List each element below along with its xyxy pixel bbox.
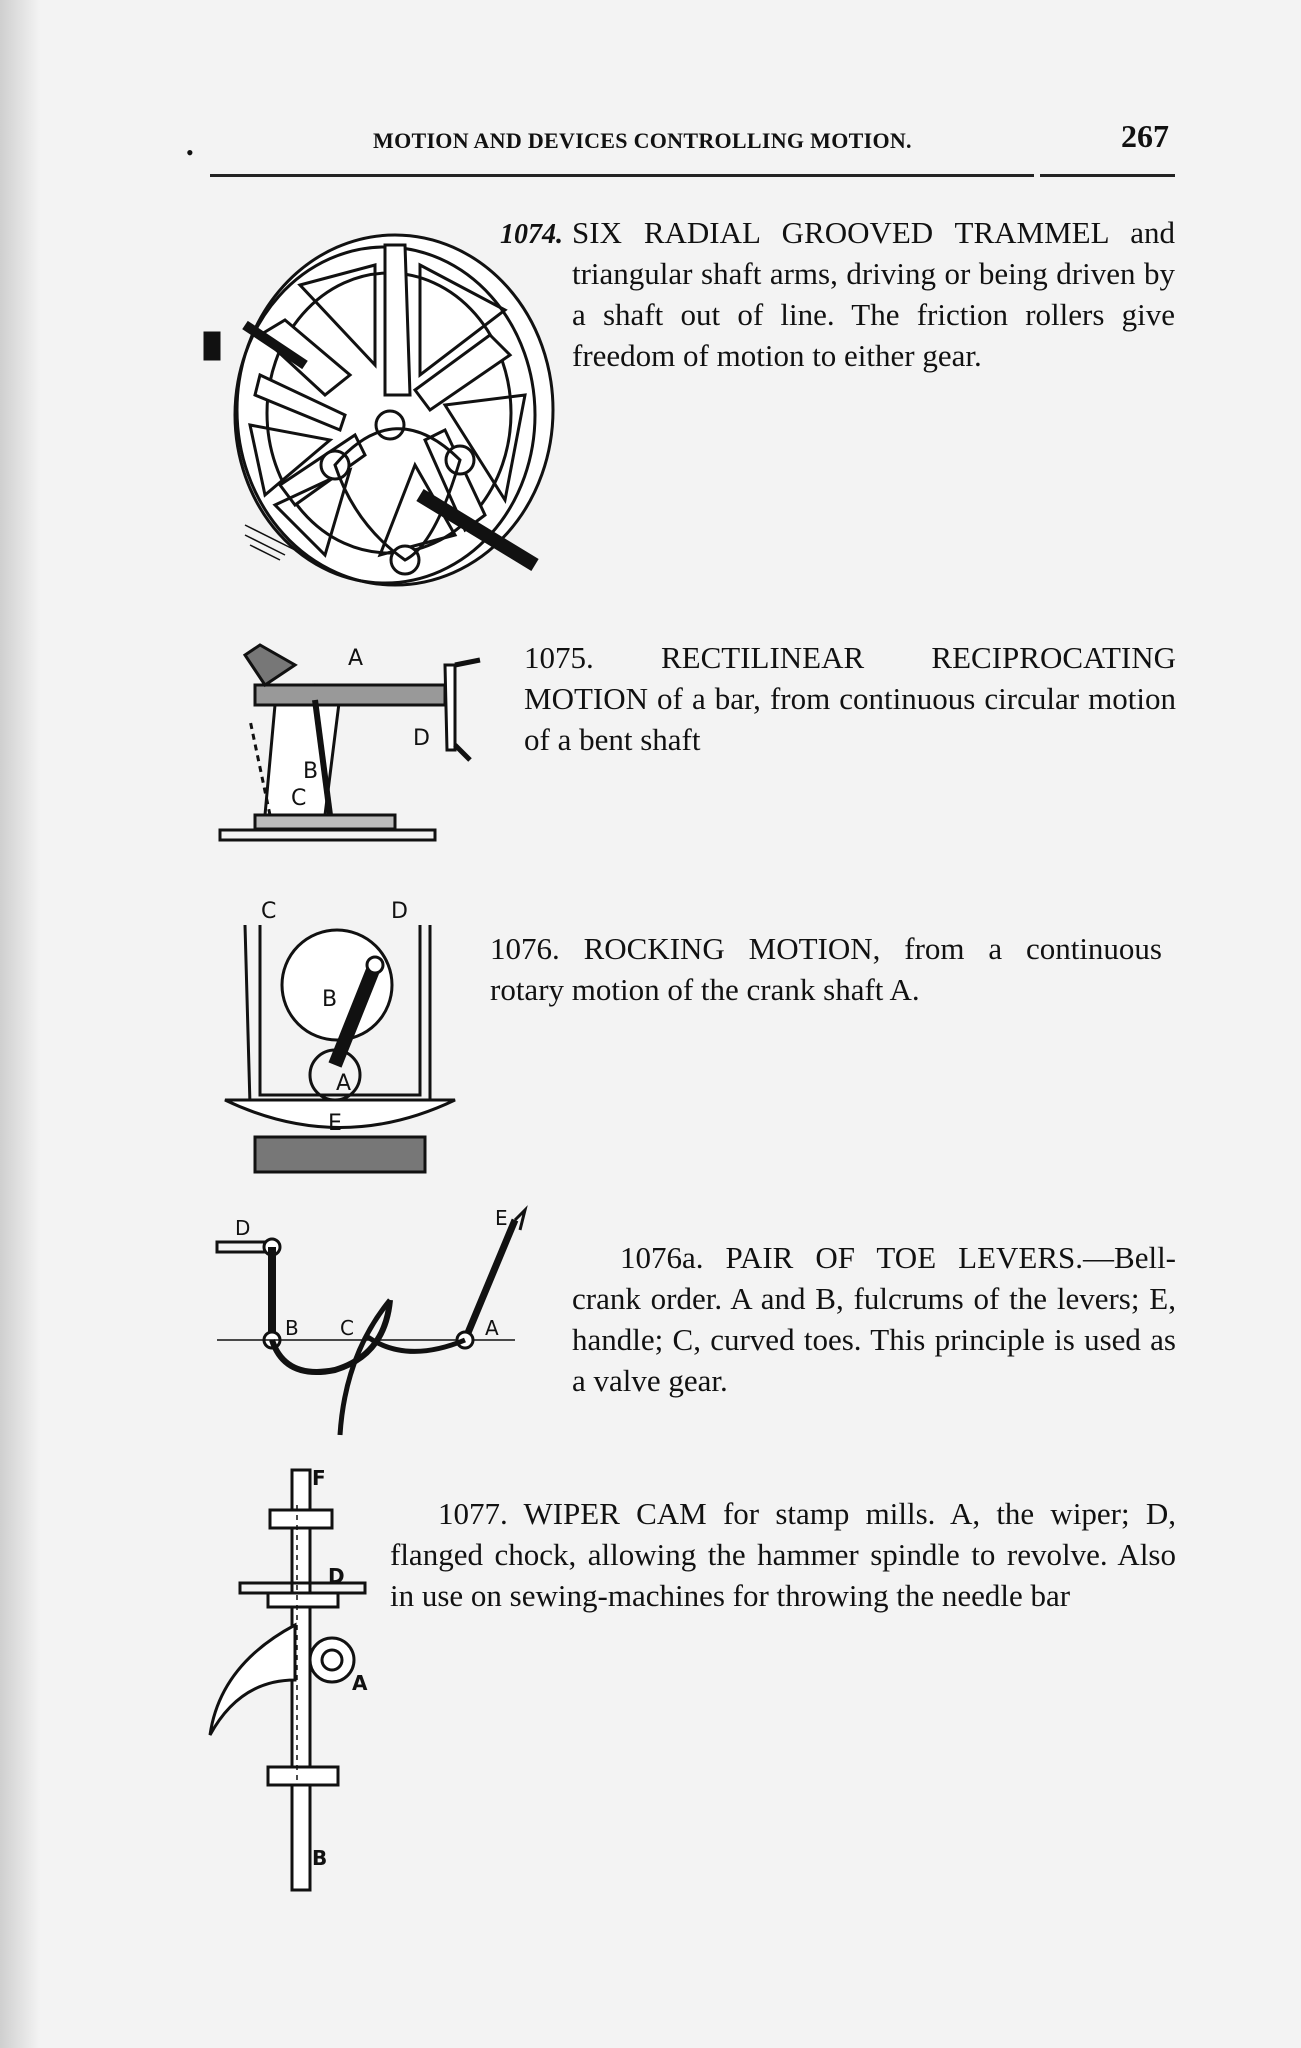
- entry-1076: [490, 928, 1162, 1010]
- fig-1076a-label-B: B: [285, 1316, 299, 1340]
- fig-1076a-label-A: A: [485, 1316, 499, 1340]
- figure-1075-bent-shaft: [215, 645, 485, 850]
- fig-1075-label-B: B: [303, 759, 319, 784]
- fig-1075-label-A: A: [348, 646, 364, 671]
- fig-1076-label-B: B: [322, 987, 338, 1012]
- figure-1076-rocking-motion: [225, 895, 465, 1180]
- fig-1076a-label-E: E: [495, 1206, 508, 1230]
- fig-1076a-label-D: D: [235, 1216, 251, 1240]
- entry-number: 1074.: [500, 219, 563, 250]
- fig-1076-label-C: C: [261, 899, 277, 924]
- figure-1074-trammel-wheel: [205, 225, 565, 595]
- fig-1076-label-D: D: [391, 899, 408, 924]
- running-head: MOTION AND DEVICES CONTROLLING MOTION.: [373, 128, 912, 153]
- entry-text: PAIR OF TOE LEVERS.—Bell-crank order. A and B, fulcrums of the levers; E, handle; C, curved toes. This principle is used as a valve gear.: [572, 1240, 1177, 1398]
- entry-text: RECTILINEAR RECIPROCATING MOTION of a bar, from continuous circular motion of a bent shaft: [524, 640, 1176, 757]
- figure-1077-wiper-cam: [200, 1465, 380, 1895]
- header-bullet: •: [186, 140, 194, 165]
- page-gutter-shadow: [0, 0, 40, 2048]
- fig-1077-label-A: A: [352, 1671, 368, 1695]
- entry-1077: [390, 1493, 1176, 1616]
- fig-1077-label-D: D: [328, 1564, 345, 1588]
- figure-1076a-toe-levers: [215, 1205, 535, 1450]
- entry-number: 1077.: [438, 1496, 508, 1531]
- entry-text: SIX RADIAL GROOVED TRAMMEL and triangular shaft arms, driving or being driven by a shaft out of line. The friction rollers give freedom of motion to either gear.: [572, 215, 1175, 373]
- entry-number: 1076a.: [620, 1240, 704, 1275]
- entry-text: ROCKING MOTION, from a continuous rotary motion of the crank shaft A.: [490, 931, 1162, 1007]
- entry-number: 1075.: [524, 640, 594, 675]
- page-number: 267: [1121, 118, 1169, 154]
- entry-1075: [524, 637, 1176, 760]
- fig-1077-label-F: F: [312, 1466, 326, 1490]
- fig-1077-label-B: B: [312, 1846, 328, 1870]
- entry-number: 1076.: [490, 931, 560, 966]
- fig-1075-label-C: C: [291, 786, 307, 811]
- header-rule: [210, 174, 1034, 177]
- fig-1075-label-D: D: [413, 726, 430, 751]
- fig-1076a-label-C: C: [340, 1316, 354, 1340]
- fig-1076-label-A: A: [336, 1071, 352, 1096]
- entry-text: WIPER CAM for stamp mills. A, the wiper; D, flanged chock, allowing the hammer spindle to revolve. Also in use on sewing-machines for throwing the needle bar: [390, 1496, 1176, 1613]
- entry-1074: [500, 212, 1175, 376]
- fig-1076-label-E: E: [328, 1111, 342, 1136]
- header-rule-right: [1040, 174, 1175, 177]
- entry-1076a: [572, 1237, 1176, 1401]
